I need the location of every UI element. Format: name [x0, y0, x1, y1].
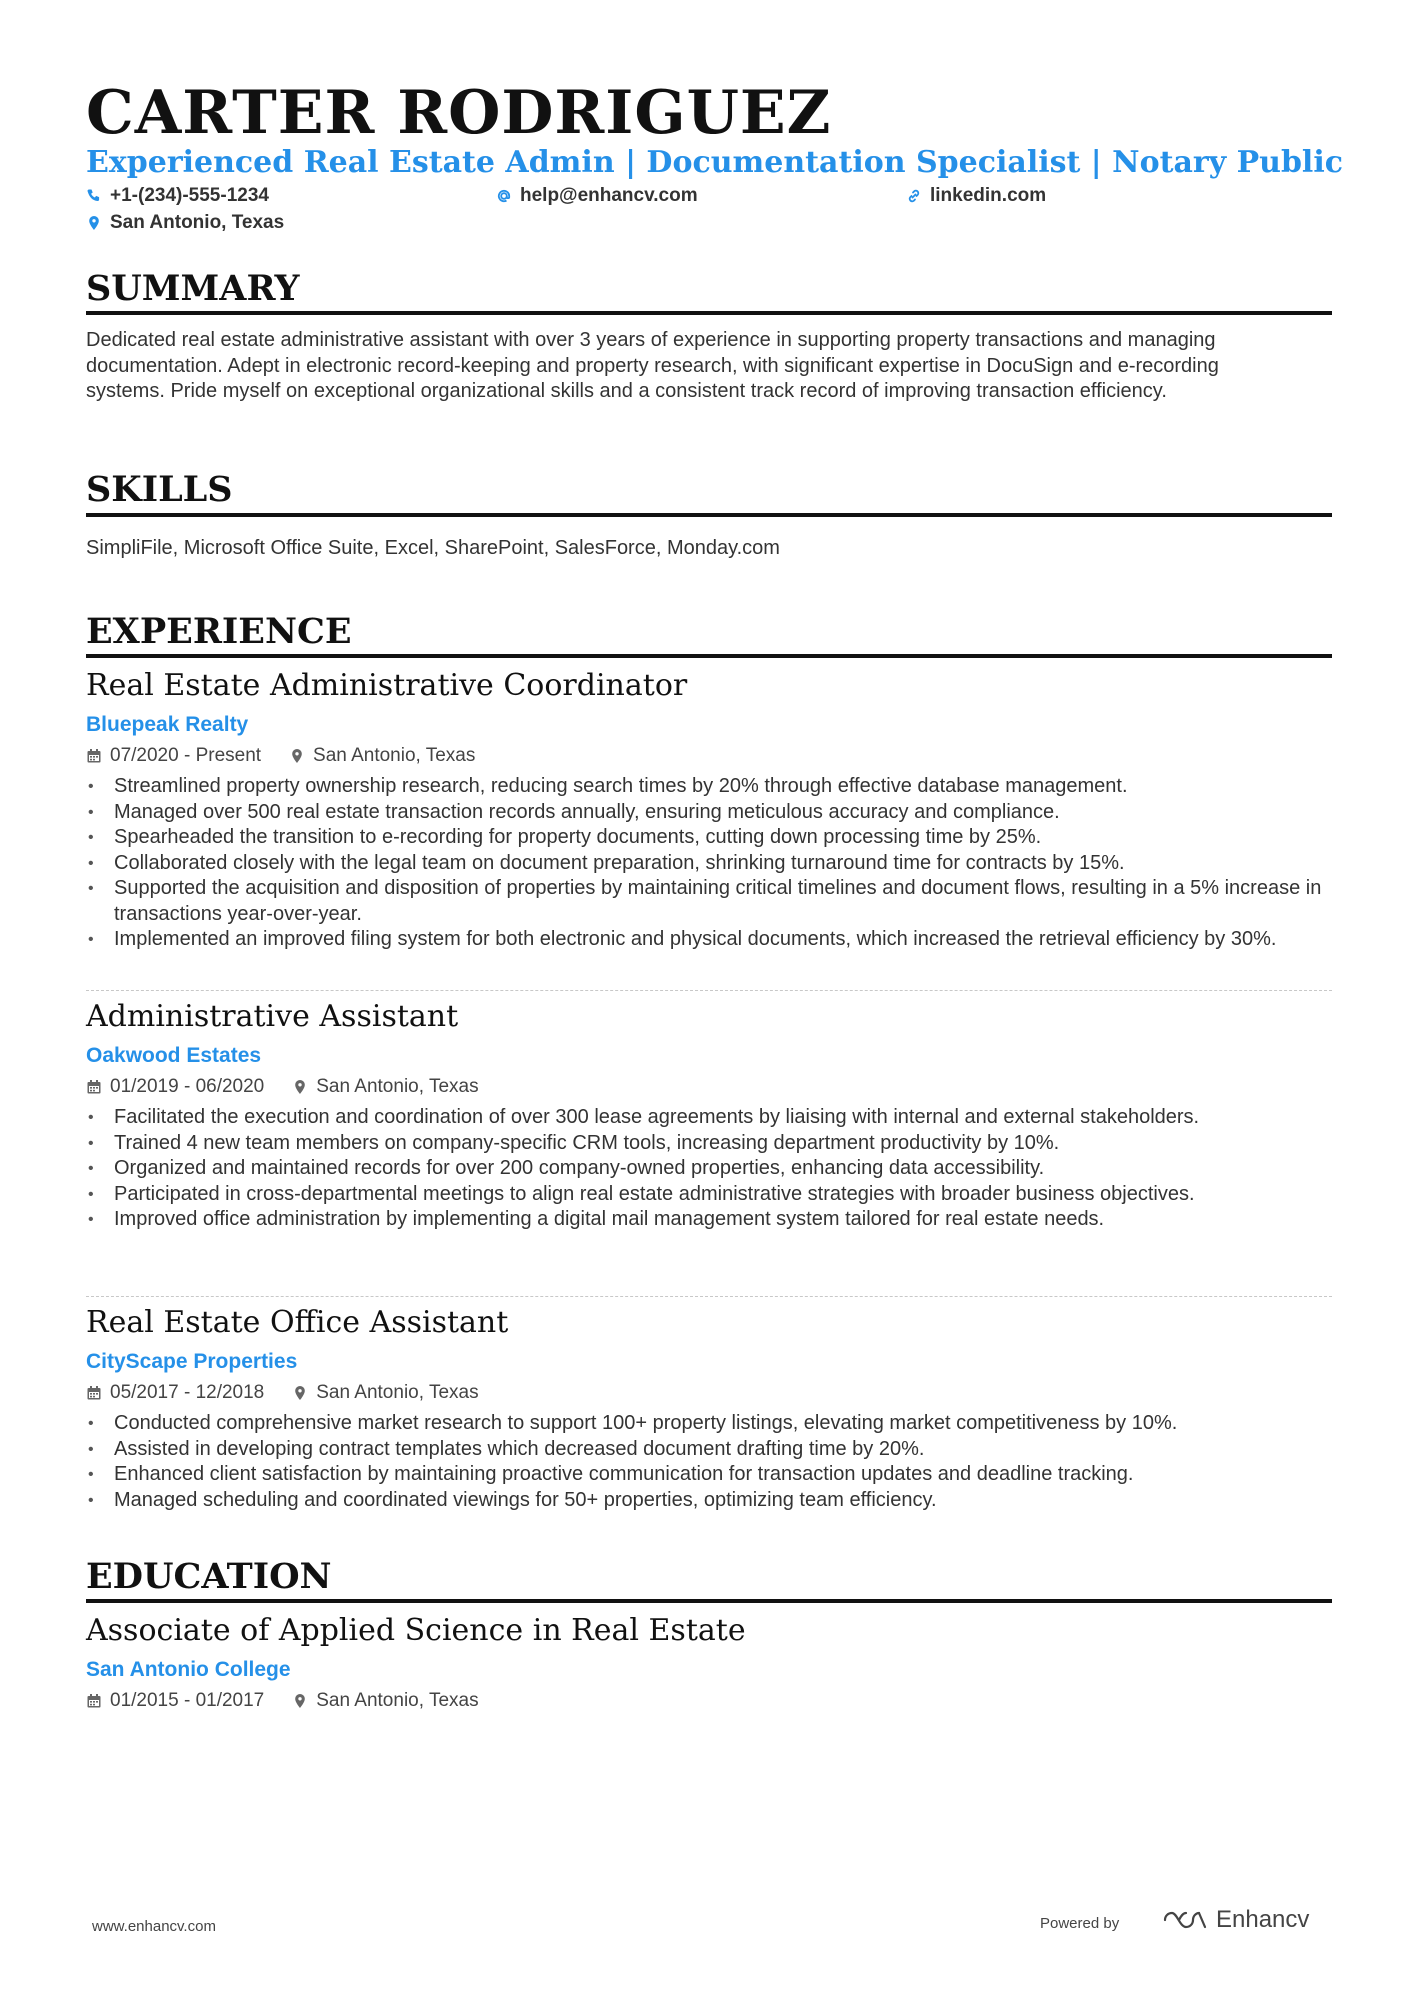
degree-title: Associate of Applied Science in Real Estate: [86, 1613, 746, 1648]
calendar-icon: [86, 1693, 102, 1709]
bullet-item: • Streamlined property ownership research, reducing search times by 20% through effective database management.: [86, 774, 1332, 800]
summary-heading: SUMMARY: [86, 268, 300, 309]
email-contact: [496, 185, 698, 207]
calendar-icon: [86, 748, 102, 764]
company-name: Oakwood Estates: [86, 1044, 262, 1067]
job-bullets: [86, 1411, 1332, 1513]
email-text[interactable]: help@enhancv.com: [520, 185, 698, 206]
job-meta: [86, 1076, 479, 1098]
education-meta: [86, 1690, 479, 1712]
enhancv-brand[interactable]: [1162, 1906, 1309, 1934]
job-separator: [86, 1296, 1332, 1297]
job-meta: [86, 1382, 479, 1404]
bullet-item: • Managed scheduling and coordinated viewings for 50+ properties, optimizing team efficiency.: [86, 1488, 1332, 1514]
job-location: San Antonio, Texas: [316, 1382, 479, 1403]
bullet-item: • Improved office administration by implementing a digital mail management system tailored for real estate needs.: [86, 1207, 1332, 1233]
job-title: Real Estate Administrative Coordinator: [86, 668, 688, 703]
job-dates: 05/2017 - 12/2018: [110, 1382, 265, 1403]
at-icon: [496, 188, 512, 204]
bullet-item: • Participated in cross-departmental meetings to align real estate administrative strategies with broader business objectives.: [86, 1182, 1332, 1208]
summary-text: Dedicated real estate administrative assistant with over 3 years of experience in supporting property transactions and managing documentation. Adept in electronic record-keeping and property research, with significant expertise in DocuSign and e-recording systems. Pride myself on exceptional organizational skills and a consistent track record of improving transaction efficiency.: [86, 329, 1219, 402]
footer-url[interactable]: www.enhancv.com: [92, 1918, 216, 1935]
job-title: Real Estate Office Assistant: [86, 1305, 509, 1340]
job-separator: [86, 990, 1332, 991]
headline: Experienced Real Estate Admin | Documentation Specialist | Notary Public: [86, 145, 1343, 180]
phone-icon: [86, 188, 102, 204]
calendar-icon: [86, 1079, 102, 1095]
experience-heading: EXPERIENCE: [86, 611, 352, 652]
linkedin-contact: [906, 185, 1046, 207]
school-name: San Antonio College: [86, 1658, 291, 1681]
location-contact: [86, 212, 284, 234]
bullet-item: • Organized and maintained records for over 200 company-owned properties, enhancing data accessibility.: [86, 1156, 1332, 1182]
job-bullets: [86, 1105, 1332, 1233]
job-title: Administrative Assistant: [86, 999, 459, 1034]
location-pin-icon: [292, 1693, 308, 1709]
skills-text: SimpliFile, Microsoft Office Suite, Excel, SharePoint, SalesForce, Monday.com: [86, 537, 780, 559]
bullet-item: • Assisted in developing contract templates which decreased document drafting time by 20%.: [86, 1437, 1332, 1463]
education-heading: EDUCATION: [86, 1556, 332, 1597]
education-dates: 01/2015 - 01/2017: [110, 1690, 265, 1711]
bullet-item: • Facilitated the execution and coordination of over 300 lease agreements by liaising with internal and external stakeholders.: [86, 1105, 1332, 1131]
skills-heading: SKILLS: [86, 469, 233, 510]
company-name: CityScape Properties: [86, 1350, 298, 1373]
phone-contact: [86, 185, 269, 207]
summary-divider: [86, 311, 1332, 315]
experience-divider: [86, 654, 1332, 658]
brand-name: Enhancv: [1216, 1906, 1310, 1933]
location-pin-icon: [289, 748, 305, 764]
bullet-item: • Collaborated closely with the legal team on document preparation, shrinking turnaround time for contracts by 15%.: [86, 851, 1332, 877]
location-pin-icon: [292, 1079, 308, 1095]
skills-divider: [86, 513, 1332, 517]
company-name: Bluepeak Realty: [86, 713, 249, 736]
calendar-icon: [86, 1385, 102, 1401]
job-bullets: [86, 774, 1332, 953]
bullet-item: • Managed over 500 real estate transaction records annually, ensuring meticulous accuracy and compliance.: [86, 800, 1332, 826]
job-location: San Antonio, Texas: [316, 1076, 479, 1097]
education-location: San Antonio, Texas: [316, 1690, 479, 1711]
education-divider: [86, 1599, 1332, 1603]
job-meta: [86, 745, 475, 767]
link-icon: [906, 188, 922, 204]
job-dates: 07/2020 - Present: [110, 745, 262, 766]
job-location: San Antonio, Texas: [313, 745, 476, 766]
job-dates: 01/2019 - 06/2020: [110, 1076, 265, 1097]
bullet-item: • Enhanced client satisfaction by maintaining proactive communication for transaction updates and deadline tracking.: [86, 1462, 1332, 1488]
location-text: San Antonio, Texas: [110, 212, 285, 233]
powered-by-label: Powered by: [1040, 1915, 1120, 1932]
bullet-item: • Trained 4 new team members on company-specific CRM tools, increasing department productivity by 10%.: [86, 1131, 1332, 1157]
location-pin-icon: [86, 215, 102, 231]
enhancv-logo-icon: [1162, 1909, 1208, 1931]
phone-text: +1-(234)-555-1234: [110, 185, 269, 206]
bullet-item: • Supported the acquisition and disposition of properties by maintaining critical timelines and document flows, resulting in a 5% increase in transactions year-over-year.: [86, 876, 1332, 927]
bullet-item: • Spearheaded the transition to e-recording for property documents, cutting down processing time by 25%.: [86, 825, 1332, 851]
location-pin-icon: [292, 1385, 308, 1401]
linkedin-text[interactable]: linkedin.com: [930, 185, 1047, 206]
bullet-item: • Implemented an improved filing system for both electronic and physical documents, which increased the retrieval efficiency by 30%.: [86, 927, 1332, 953]
candidate-name: CARTER RODRIGUEZ: [86, 78, 832, 148]
bullet-item: • Conducted comprehensive market research to support 100+ property listings, elevating market competitiveness by 10%.: [86, 1411, 1332, 1437]
